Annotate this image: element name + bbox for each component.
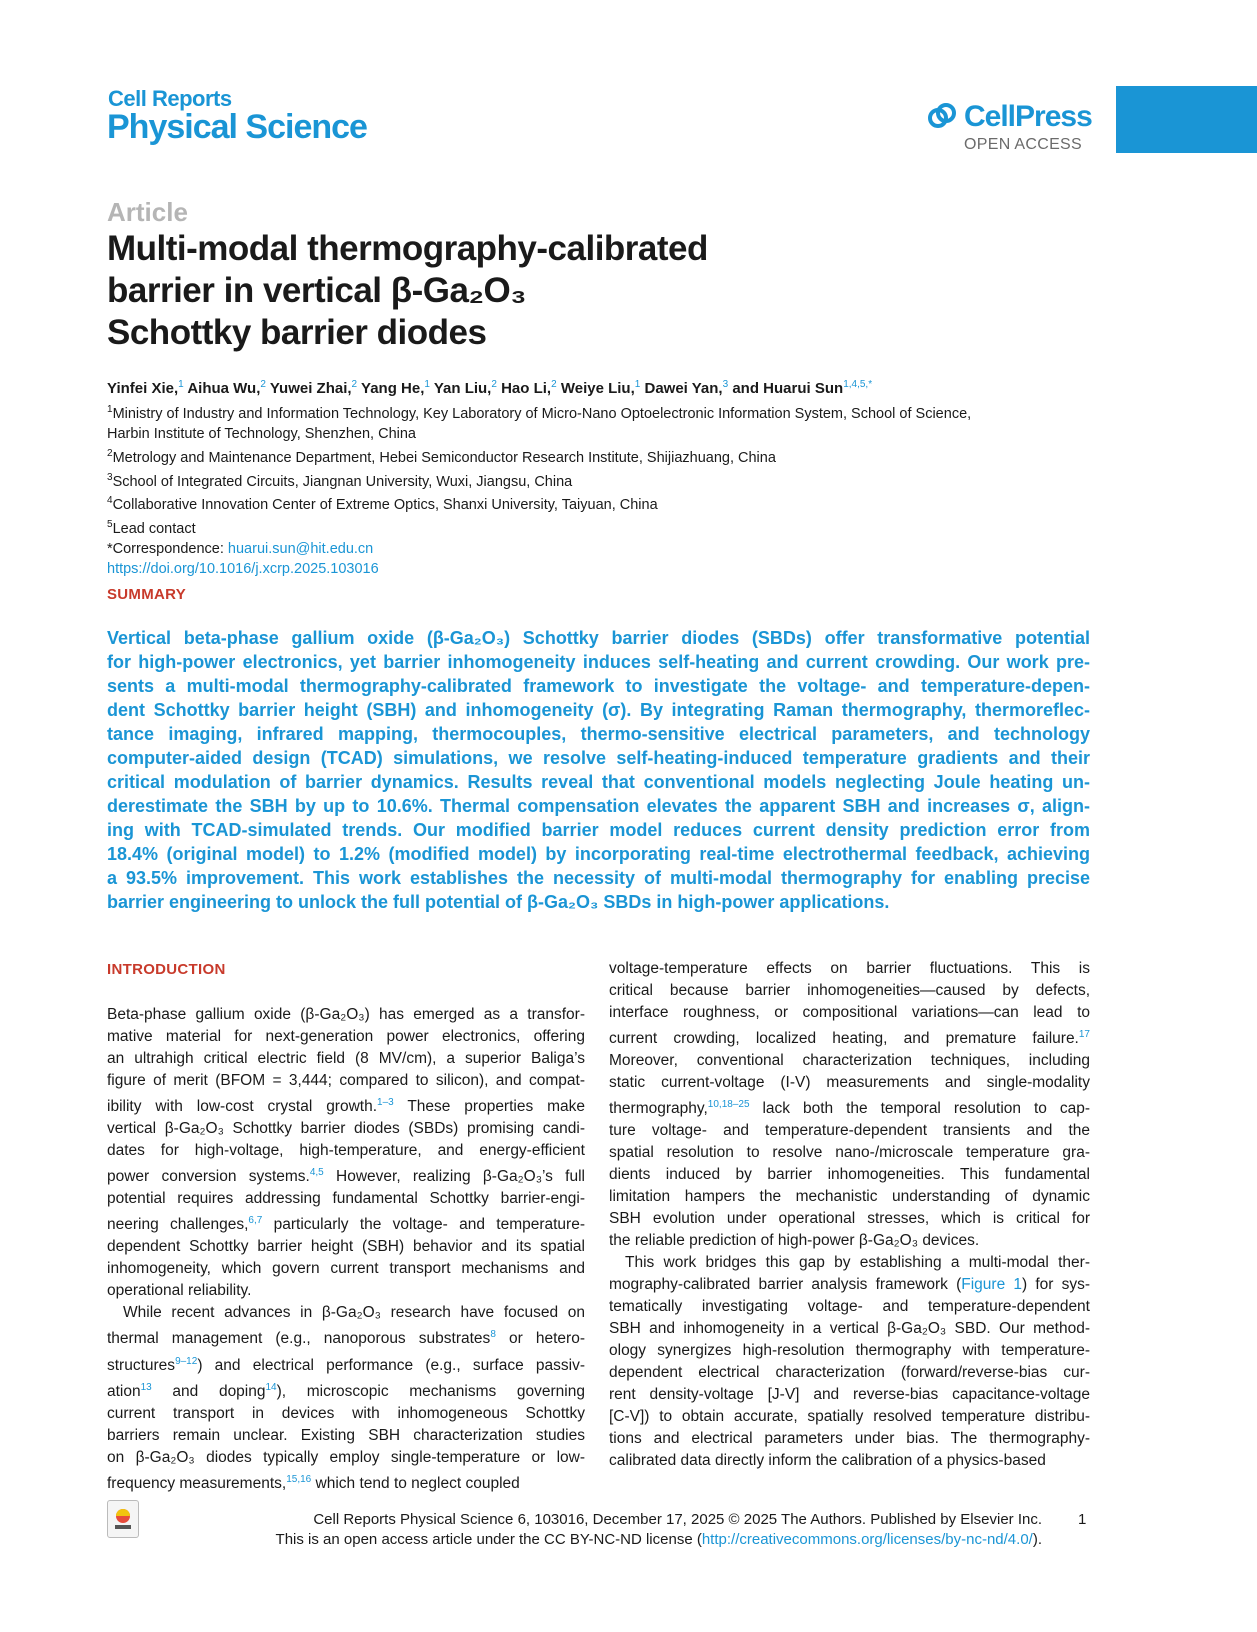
paragraph-line: power conversion systems.$^{4,5}$ However, realizing β-Ga₂O₃’s full [107, 1167, 585, 1186]
lead-contact: $^5$Lead contact [107, 519, 196, 538]
paragraph-line: vertical β-Ga₂O₃ Schottky barrier diodes (SBDs) promising candi- [107, 1120, 585, 1138]
paragraph-line: interface roughness, or compositional variations—can lead to [609, 1004, 1090, 1021]
cellpress-link-icon [926, 101, 958, 133]
paragraph-line: calibrated data directly inform the calibration of a physics-based [609, 1452, 1046, 1470]
affiliation-1-cont: Harbin Institute of Technology, Shenzhen, China [107, 425, 416, 442]
paragraph-line: rent density-voltage [J-V] and reverse-bias capacitance-voltage [609, 1386, 1090, 1404]
summary-line: derestimate the SBH by up to 10.6%. Thermal compensation elevates the apparent SBH and increases σ, align- [107, 796, 1090, 816]
reference-link[interactable]: 4,5 [309, 1167, 324, 1179]
open-access-label: OPEN ACCESS [964, 136, 1083, 153]
figure-link[interactable]: Figure 1 [961, 1276, 1022, 1294]
summary-heading: SUMMARY [107, 586, 187, 603]
paragraph-line: spatial resolution to resolve nano-/microscale temperature gra- [609, 1144, 1090, 1162]
author-name: Yang He, [361, 380, 425, 397]
summary-line: dent Schottky barrier height (SBH) and inhomogeneity (σ). By integrating Raman thermography, thermoreflec- [107, 700, 1090, 720]
paragraph-line: frequency measurements,$^{15,16}$ which tend to neglect coupled [107, 1473, 520, 1493]
doi-link[interactable]: https://doi.org/10.1016/j.xcrp.2025.103016 [107, 561, 379, 578]
author-name: Yuwei Zhai, [269, 380, 352, 397]
paragraph-line: static current-voltage (I-V) measurements and single-modality [609, 1074, 1090, 1092]
footer-citation: Cell Reports Physical Science 6, 103016, December 17, 2025 © 2025 The Authors. Published by Elsevier Inc. [313, 1511, 1042, 1528]
paragraph-line: an ultrahigh critical electric field (8 MV/cm), a superior Baliga’s [107, 1050, 585, 1067]
author-affiliation-ref[interactable]: 1 [178, 379, 184, 390]
author-affiliation-ref[interactable]: 1,4,5,* [843, 379, 873, 390]
author-affiliation-ref[interactable]: 2 [351, 379, 358, 390]
author-affiliation-ref[interactable]: 2 [551, 379, 557, 390]
journal-name-large: Physical Science [107, 108, 367, 146]
author-affiliation-ref[interactable]: 3 [722, 379, 729, 390]
paragraph-line: limitation hampers the mechanistic understanding of dynamic [609, 1188, 1090, 1206]
paragraph-line: on β-Ga₂O₃ diodes typically employ single-temperature or low- [107, 1448, 585, 1466]
paragraph-line: Beta-phase gallium oxide (β-Ga₂O₃) has emerged as a transfor- [107, 1006, 585, 1023]
paragraph-line: voltage-temperature effects on barrier fluctuations. This is [609, 960, 1090, 977]
paragraph-line: barriers remain unclear. Existing SBH characterization studies [107, 1426, 585, 1444]
paragraph-line: critical because barrier inhomogeneities—caused by defects, [609, 982, 1090, 999]
summary-line: for high-power electronics, yet barrier inhomogeneity induces self-heating and current crowding. Our work pre- [107, 652, 1090, 672]
paragraph-line: ture voltage- and temperature-dependent transients and the [609, 1122, 1090, 1140]
check-for-updates-icon[interactable] [107, 1500, 139, 1538]
affiliation-4: $^4$Collaborative Innovation Center of Extreme Optics, Shanxi University, Taiyuan, China [107, 495, 658, 514]
paragraph-line: structures$^{9-12}$) and electrical performance (e.g., surface passiv- [107, 1355, 585, 1374]
page-number: 1 [1078, 1511, 1087, 1528]
header-color-block [1116, 86, 1257, 153]
author-list [107, 379, 872, 397]
summary-line: Vertical beta-phase gallium oxide (β-Ga₂O₃) Schottky barrier diodes (SBDs) offer transformative potential [107, 628, 1090, 648]
reference-link[interactable]: 14 [265, 1381, 277, 1393]
email-link[interactable]: huarui.sun@hit.edu.cn [227, 541, 374, 558]
author-name: Yinfei Xie, [107, 380, 179, 397]
author-affiliation-ref[interactable]: 2 [260, 379, 266, 390]
article-type: Article [107, 197, 188, 227]
affiliation-3: $^3$School of Integrated Circuits, Jiangnan University, Wuxi, Jiangsu, China [107, 471, 573, 490]
affiliation-1: $^1$Ministry of Industry and Information Technology, Key Laboratory of Micro-Nano Optoelectronic Information System, School of Science, [107, 404, 972, 422]
paragraph-line: inhomogeneity, which govern current transport mechanisms and [107, 1260, 585, 1278]
correspondence: *Correspondence: huarui.sun@hit.edu.cn [107, 541, 374, 558]
reference-link[interactable]: 17 [1078, 1029, 1090, 1040]
summary-line: computer-aided design (TCAD) simulations, we resolve self-heating-induced temperature gradients and their [107, 748, 1090, 768]
reference-link[interactable]: 9–12 [175, 1355, 198, 1367]
intro-column-right [609, 958, 1090, 1472]
reference-link[interactable]: 6,7 [248, 1215, 263, 1227]
paragraph-line: dates for high-voltage, high-temperature, and energy-efficient [107, 1142, 585, 1160]
summary-line: ing with TCAD-simulated trends. Our modified barrier model reduces current density prediction error from [107, 820, 1090, 840]
reference-link[interactable]: 1–3 [377, 1097, 394, 1108]
reference-link[interactable]: 15,16 [286, 1473, 312, 1485]
paragraph-line: SBH evolution under operational stresses, which is critical for [609, 1210, 1090, 1228]
title-line: Schottky barrier diodes [107, 313, 487, 352]
paragraph-line: thermal management (e.g., nanoporous substrates$^8$ or hetero- [107, 1329, 585, 1348]
paragraph-line: ibility with low-cost crystal growth.$^{1-3}$ These properties make [107, 1097, 586, 1116]
reference-link[interactable]: 13 [140, 1381, 152, 1393]
summary-line: 18.4% (original model) to 1.2% (modified model) by incorporating real-time electrothermal feedback, achieving [107, 844, 1090, 864]
paragraph-line: ology synergizes high-resolution thermography with temperature- [609, 1342, 1090, 1360]
title-line: Multi-modal thermography-calibrated [107, 229, 708, 268]
cellpress-logo[interactable] [926, 100, 1092, 134]
summary-text [107, 626, 1090, 914]
author-name: Hao Li, [501, 380, 552, 397]
author-name: and Huarui Sun [732, 380, 844, 397]
paragraph-line: This work bridges this gap by establishing a multi-modal ther- [625, 1254, 1090, 1272]
publisher-name: CellPress [964, 100, 1092, 133]
paragraph-line: the reliable prediction of high-power β-Ga₂O₃ devices. [609, 1232, 980, 1250]
paragraph-line: potential requires addressing fundamental Schottky barrier-engi- [107, 1190, 585, 1208]
paragraph-line: dependent Schottky barrier height (SBH) behavior and its spatial [107, 1238, 585, 1256]
author-name: Aihua Wu, [187, 380, 261, 397]
author-affiliation-ref[interactable]: 1 [634, 379, 641, 390]
intro-column-left [107, 1004, 585, 1495]
paragraph-line: mography-calibrated barrier analysis framework (Figure 1) for sys- [609, 1276, 1090, 1294]
footer-license: This is an open access article under the CC BY-NC-ND license (http://creativecommons.org/licenses/by-nc-nd/4.0/). [275, 1531, 1042, 1548]
affiliations [107, 400, 1107, 579]
paragraph-line: current transport in devices with inhomogeneous Schottky [107, 1404, 585, 1422]
summary-line: a 93.5% improvement. This work establishes the necessity of multi-modal thermography for enabling precise [107, 868, 1090, 888]
journal-name-small: Cell Reports [108, 86, 232, 111]
paragraph-line: SBH and inhomogeneity in a vertical β-Ga₂O₃ SBD. Our method- [609, 1320, 1090, 1338]
article-title [107, 228, 887, 354]
paragraph-line: ation$^{13}$ and doping$^{14}$), microscopic mechanisms governing [107, 1381, 585, 1400]
paragraph-line: tions and electrical parameters under bias. The thermography- [609, 1430, 1090, 1448]
affiliation-2: $^2$Metrology and Maintenance Department, Hebei Semiconductor Research Institute, Shijiazhuang, China [107, 447, 776, 466]
summary-line: barrier engineering to unlock the full potential of β-Ga₂O₃ SBDs in high-power applications. [107, 892, 890, 912]
summary-line: critical modulation of barrier dynamics. Results reveal that conventional models neglecting Joule heating un- [107, 772, 1090, 792]
paragraph-line: dependent electrical characterization (forward/reverse-bias cur- [609, 1364, 1090, 1382]
summary-line: sents a multi-modal thermography-calibrated framework to investigate the voltage- and temperature-depen- [107, 676, 1090, 696]
author-affiliation-ref[interactable]: 2 [491, 379, 497, 390]
paragraph-line: tematically investigating voltage- and temperature-dependent [609, 1298, 1090, 1316]
title-line: barrier in vertical β-Ga₂O₃ [107, 271, 526, 310]
author-name: Yan Liu, [433, 380, 492, 397]
paragraph-line: neering challenges,$^{6,7}$ particularly the voltage- and temperature- [107, 1215, 585, 1234]
license-link[interactable]: http://creativecommons.org/licenses/by-nc-nd/4.0/ [701, 1531, 1033, 1548]
paragraph-line: While recent advances in β-Ga₂O₃ research have focused on [123, 1304, 585, 1322]
paragraph-line: thermography,$^{10,18-25}$ lack both the temporal resolution to cap- [609, 1099, 1090, 1118]
paragraph-line: [C-V]) to obtain accurate, spatially resolved temperature distribu- [609, 1408, 1090, 1426]
paragraph-line: Moreover, conventional characterization techniques, including [609, 1052, 1090, 1070]
paragraph-line: dients induced by barrier inhomogeneities. This fundamental [609, 1166, 1090, 1184]
paragraph-line: operational reliability. [107, 1282, 252, 1300]
author-affiliation-ref[interactable]: 1 [424, 379, 430, 390]
paragraph-line: current crowding, localized heating, and premature failure.$^{17}$ [609, 1029, 1090, 1048]
reference-link[interactable]: 10,18–25 [707, 1099, 750, 1111]
introduction-heading: INTRODUCTION [107, 961, 226, 978]
paragraph-line: figure of merit (BFOM = 3,444; compared to silicon), and compat- [107, 1072, 585, 1089]
reference-link[interactable]: 8 [490, 1329, 496, 1341]
paragraph-line: mative material for next-generation power electronics, offering [107, 1028, 585, 1045]
author-name: Weiye Liu, [560, 380, 635, 397]
author-name: Dawei Yan, [644, 380, 723, 397]
summary-line: tance imaging, infrared mapping, thermocouples, thermo-sensitive electrical parameters, and technology [107, 724, 1090, 744]
